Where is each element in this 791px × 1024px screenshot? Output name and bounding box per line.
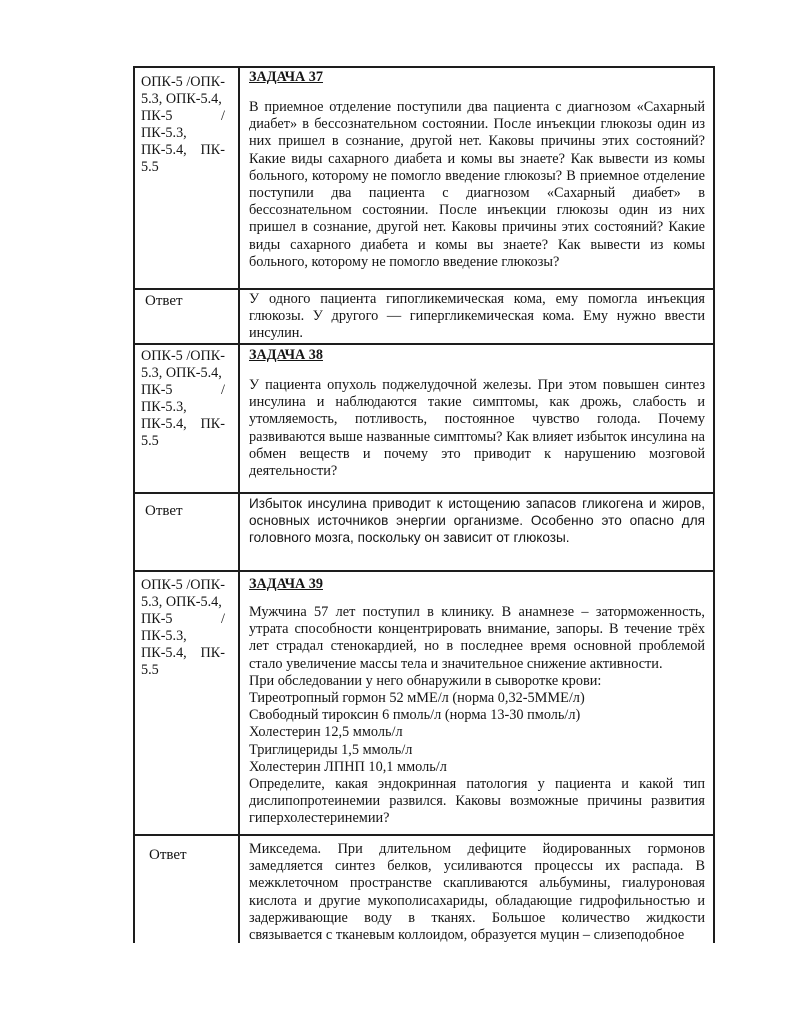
answer-label: Ответ [149, 847, 187, 863]
lab-result-line: Триглицериды 1,5 ммоль/л [249, 741, 413, 758]
answer-text: У одного пациента гипогликемическая кома, ему помогла инъекция глюкозы. У другого — гипергликемическая кома. Ему нужно ввести инсулин. [249, 291, 705, 342]
answer-text: Микседема. При длительном дефиците йодированных гормонов замедляется синтез белков, усиливаются процессы их распада. В межклеточном пространстве скапливаются альбумины, гиалуроновая кислота и другие мукополисахариды, обладающие гидрофильностью и задерживающие воду в тканях. Большое количество жидкости связывается с тканевым коллоидом, образуется муцин – слизеподобное [249, 841, 705, 943]
task-37-text: В приемное отделение поступили два пациента с диагнозом «Сахарный диабет» в бессознательном состоянии. После инъекции глюкозы один из них пришел в сознание, другой нет. Каковы причины этих состояний? Какие виды сахарного диабета и комы вы знаете? Как вывести из комы больного, которому не помогло введение глюкозы? В приемное отделение поступили два пациента с диагнозом «Сахарный диабет» в бессознательном состоянии. После инъекции глюкозы один из них пришел в сознание, другой нет. Каковы причины этих состояний? Какие виды сахарного диабета и комы вы знаете? Как вывести из комы больного, которому не помогло введение глюкозы? [249, 99, 705, 270]
task-38-text: У пациента опухоль поджелудочной железы. При этом повышен синтез инсулина и наблюдаются такие симптомы, как дрожь, слабость и утомляемость, потливость, постоянное чувство голода. Почему развиваются выше названные симптомы? Как влияет избыток инсулина на обмен веществ и почему это приводит к нарушению мозговой деятельности? [249, 377, 705, 480]
competency-code: ПК-5 /ПК-5.3, [141, 611, 225, 645]
lab-results [249, 673, 705, 776]
lab-result-line: Свободный тироксин 6 пмоль/л (норма 13-30 пмоль/л) [249, 707, 581, 724]
competency-code: ОПК-5 /ОПК- [141, 74, 225, 90]
task-38-answer [239, 493, 715, 570]
task-text [239, 604, 715, 828]
task-37-codes [133, 66, 238, 288]
competency-code: ОПК-5 /ОПК- [141, 577, 225, 593]
competency-code: ПК-5.4, ПК- [141, 416, 225, 433]
lab-result-line: Тиреотропный гормон 52 мМЕ/л (норма 0,32-5ММЕ/л) [249, 690, 585, 707]
task-39-codes [133, 571, 238, 834]
competency-code: ПК-5.4, ПК- [141, 645, 225, 662]
task-39-row [133, 571, 715, 834]
task-38-answer-row [133, 493, 715, 570]
task-text [239, 377, 715, 480]
lab-result-line: Холестерин ЛПНП 10,1 ммоль/л [249, 758, 447, 775]
task-38-row [133, 344, 715, 492]
task-title: ЗАДАЧА 38 [249, 347, 323, 363]
competency-code: 5.3, ОПК-5.4, [141, 91, 222, 108]
task-title: ЗАДАЧА 37 [249, 69, 323, 85]
answer-text: Избыток инсулина приводит к истощению запасов гликогена и жиров, основных источников энергии организме. Особенно это опасно для головного мозга, поскольку он зависит от глюкозы. [249, 496, 705, 546]
competency-code: 5.5 [141, 662, 159, 679]
task-text [239, 99, 715, 271]
competency-code: ПК-5.4, ПК- [141, 142, 225, 159]
task-39-question: Определите, какая эндокринная патология у пациента и какой тип дислипопротеинемии развился. Каковы возможные причины развития гиперхолестеринемии? [249, 776, 705, 827]
task-38-codes [133, 344, 238, 492]
competency-code: ПК-5 /ПК-5.3, [141, 382, 225, 416]
task-37-answer [239, 289, 715, 343]
task-39-content [239, 571, 715, 834]
task-39-answer-row [133, 835, 715, 943]
task-38-content [239, 344, 715, 492]
competency-code: 5.5 [141, 159, 159, 176]
lab-intro: При обследовании у него обнаружили в сыворотке крови: [249, 672, 602, 689]
task-37-answer-row [133, 289, 715, 343]
task-39-answer [239, 835, 715, 943]
competency-code: 5.5 [141, 433, 159, 450]
answer-label: Ответ [145, 503, 183, 519]
lab-result-line: Холестерин 12,5 ммоль/л [249, 724, 403, 741]
competency-code: 5.3, ОПК-5.4, [141, 594, 222, 611]
task-37-content [239, 66, 715, 288]
competency-code: ПК-5 /ПК-5.3, [141, 108, 225, 142]
task-title: ЗАДАЧА 39 [249, 576, 323, 592]
competency-code: 5.3, ОПК-5.4, [141, 365, 222, 382]
answer-label: Ответ [145, 293, 183, 309]
competency-code: ОПК-5 /ОПК- [141, 348, 225, 364]
task-37-row [133, 66, 715, 288]
task-39-intro: Мужчина 57 лет поступил в клинику. В анамнезе – заторможенность, утрата способности концентрировать внимание, запоры. В течение трёх лет страдал стенокардией, но в последнее время основной проблемой стало увеличение массы тела и значительное снижение активности. [249, 604, 705, 672]
